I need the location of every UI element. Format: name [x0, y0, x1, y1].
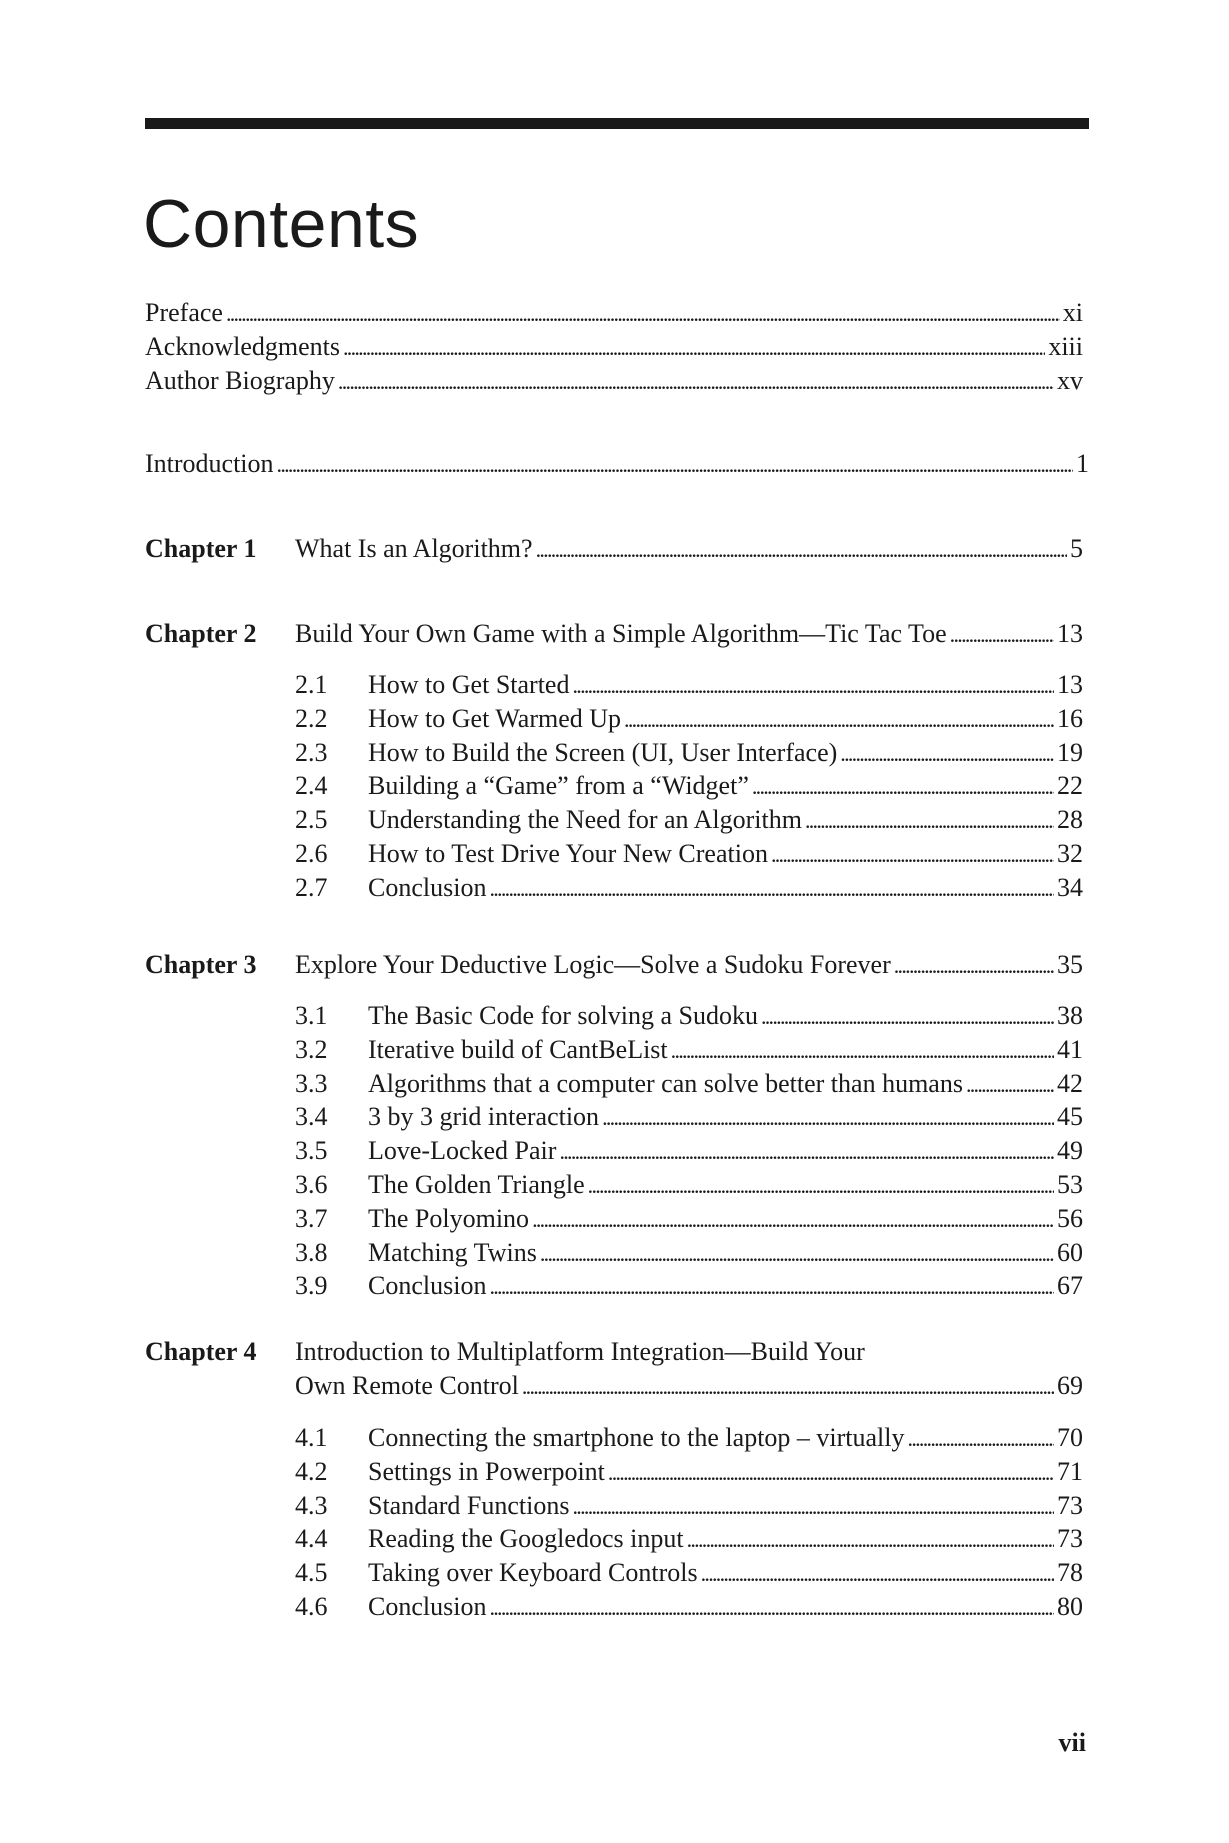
section-number: 2.7: [295, 873, 328, 902]
section-number: 3.1: [295, 1001, 328, 1030]
entry-title: Own Remote Control: [295, 1371, 519, 1400]
entry-title: Reading the Googledocs input: [368, 1524, 684, 1553]
dot-leader: [572, 668, 1054, 703]
entry-page-number: 38: [1057, 1001, 1083, 1030]
chapter-label: Chapter 4: [145, 1337, 257, 1366]
dot-leader: [489, 1269, 1054, 1304]
section-number: 3.7: [295, 1204, 328, 1233]
toc-entry-section[interactable]: [368, 1134, 1083, 1168]
chapter-title-line: Introduction to Multiplatform Integration—Build Your: [295, 1337, 865, 1366]
dot-leader: [950, 617, 1054, 652]
entry-page-number: 49: [1057, 1136, 1083, 1165]
dot-leader: [671, 1033, 1054, 1068]
section-number: 3.8: [295, 1238, 328, 1267]
entry-page-number: 70: [1057, 1423, 1083, 1452]
dot-leader: [894, 948, 1054, 983]
entry-page-number: 1: [1076, 449, 1089, 478]
entry-page-number: 22: [1057, 771, 1083, 800]
toc-entry-chapter[interactable]: [295, 948, 1083, 982]
section-number: 2.3: [295, 738, 328, 767]
toc-entry-section[interactable]: [368, 871, 1083, 905]
dot-leader: [573, 1489, 1055, 1524]
dot-leader: [805, 803, 1054, 838]
section-number: 4.2: [295, 1457, 328, 1486]
section-number: 4.5: [295, 1558, 328, 1587]
entry-title: 3 by 3 grid interaction: [368, 1102, 600, 1131]
entry-page-number: 78: [1057, 1558, 1083, 1587]
dot-leader: [559, 1134, 1054, 1169]
entry-title: Matching Twins: [368, 1238, 537, 1267]
entry-title: How to Build the Screen (UI, User Interface): [368, 738, 838, 767]
dot-leader: [602, 1100, 1054, 1135]
toc-entry-section[interactable]: [368, 999, 1083, 1033]
toc-entry-section[interactable]: [368, 1455, 1083, 1489]
entry-page-number: 73: [1057, 1524, 1083, 1553]
entry-page-number: 5: [1070, 534, 1083, 563]
toc-entry-section[interactable]: [368, 1489, 1083, 1523]
entry-title: Settings in Powerpoint: [368, 1457, 605, 1486]
entry-title: How to Test Drive Your New Creation: [368, 839, 768, 868]
toc-entry-section[interactable]: [368, 1236, 1083, 1270]
entry-page-number: xv: [1057, 366, 1083, 395]
section-number: 3.9: [295, 1271, 328, 1300]
entry-page-number: 53: [1057, 1170, 1083, 1199]
entry-page-number: 13: [1057, 619, 1083, 648]
toc-entry-section[interactable]: [368, 1067, 1083, 1101]
toc-entry-section[interactable]: [368, 1202, 1083, 1236]
entry-title: How to Get Started: [368, 670, 570, 699]
section-number: 4.1: [295, 1423, 328, 1452]
section-number: 4.4: [295, 1524, 328, 1553]
entry-title: Acknowledgments: [145, 332, 340, 361]
entry-page-number: 28: [1057, 805, 1083, 834]
entry-page-number: 41: [1057, 1035, 1083, 1064]
entry-page-number: 71: [1057, 1457, 1083, 1486]
entry-title: Explore Your Deductive Logic—Solve a Sudoku Forever: [295, 950, 891, 979]
toc-entry-section[interactable]: [368, 736, 1083, 770]
dot-leader: [687, 1522, 1054, 1557]
toc-entry-chapter[interactable]: [295, 1369, 1083, 1403]
section-number: 2.1: [295, 670, 328, 699]
toc-entry-chapter[interactable]: [295, 617, 1083, 651]
entry-title: Standard Functions: [368, 1491, 570, 1520]
entry-page-number: 13: [1057, 670, 1083, 699]
entry-page-number: 80: [1057, 1592, 1083, 1621]
dot-leader: [536, 532, 1067, 567]
dot-leader: [761, 999, 1054, 1034]
dot-leader: [532, 1202, 1054, 1237]
entry-page-number: xiii: [1048, 332, 1083, 361]
entry-page-number: 60: [1057, 1238, 1083, 1267]
entry-title: Conclusion: [368, 1271, 487, 1300]
toc-entry-section[interactable]: [368, 668, 1083, 702]
toc-entry-section[interactable]: [368, 1590, 1083, 1624]
toc-entry-section[interactable]: [368, 702, 1083, 736]
entry-title: Love-Locked Pair: [368, 1136, 557, 1165]
toc-entry-front-matter[interactable]: [145, 364, 1083, 398]
dot-leader: [966, 1067, 1054, 1102]
toc-entry-front-matter[interactable]: [145, 296, 1083, 330]
dot-leader: [540, 1236, 1054, 1271]
toc-entry-section[interactable]: [368, 1033, 1083, 1067]
entry-page-number: 32: [1057, 839, 1083, 868]
dot-leader: [840, 736, 1054, 771]
section-number: 2.4: [295, 771, 328, 800]
toc-entry-section[interactable]: [368, 1269, 1083, 1303]
toc-entry-section[interactable]: [368, 1168, 1083, 1202]
entry-title: Preface: [145, 298, 223, 327]
entry-title: The Polyomino: [368, 1204, 530, 1233]
page-title: Contents: [143, 186, 420, 262]
dot-leader: [277, 447, 1073, 482]
toc-entry-section[interactable]: [368, 803, 1083, 837]
entry-page-number: 19: [1057, 738, 1083, 767]
section-number: 4.3: [295, 1491, 328, 1520]
entry-title: The Basic Code for solving a Sudoku: [368, 1001, 758, 1030]
entry-page-number: 69: [1057, 1371, 1083, 1400]
entry-page-number: xi: [1062, 298, 1083, 327]
section-number: 2.6: [295, 839, 328, 868]
toc-entry-section[interactable]: [368, 1421, 1083, 1455]
section-number: 3.6: [295, 1170, 328, 1199]
dot-leader: [343, 330, 1045, 365]
entry-title: What Is an Algorithm?: [295, 534, 533, 563]
entry-title: Conclusion: [368, 873, 487, 902]
toc-entry-section[interactable]: [368, 1556, 1083, 1590]
dot-leader: [338, 364, 1054, 399]
entry-page-number: 73: [1057, 1491, 1083, 1520]
entry-title: Connecting the smartphone to the laptop – virtually: [368, 1423, 905, 1452]
section-number: 3.4: [295, 1102, 328, 1131]
entry-title: The Golden Triangle: [368, 1170, 585, 1199]
dot-leader: [489, 1590, 1054, 1625]
dot-leader: [608, 1455, 1054, 1490]
dot-leader: [588, 1168, 1054, 1203]
entry-page-number: 35: [1057, 950, 1083, 979]
entry-title: Build Your Own Game with a Simple Algorithm—Tic Tac Toe: [295, 619, 947, 648]
entry-title: Iterative build of CantBeList: [368, 1035, 668, 1064]
section-number: 2.5: [295, 805, 328, 834]
section-number: 3.3: [295, 1069, 328, 1098]
toc-entry-section[interactable]: [368, 769, 1083, 803]
dot-leader: [226, 296, 1060, 331]
entry-page-number: 45: [1057, 1102, 1083, 1131]
entry-page-number: 16: [1057, 704, 1083, 733]
dot-leader: [908, 1421, 1054, 1456]
entry-title: Building a “Game” from a “Widget”: [368, 771, 749, 800]
toc-entry-chapter[interactable]: [295, 532, 1083, 566]
toc-entry-section[interactable]: [368, 837, 1083, 871]
entry-title: Taking over Keyboard Controls: [368, 1558, 698, 1587]
entry-title: Author Biography: [145, 366, 335, 395]
section-number: 3.5: [295, 1136, 328, 1165]
toc-entry-introduction[interactable]: [145, 447, 1089, 481]
entry-page-number: 56: [1057, 1204, 1083, 1233]
chapter-label: Chapter 2: [145, 619, 257, 648]
chapter-label: Chapter 3: [145, 950, 257, 979]
entry-title: Conclusion: [368, 1592, 487, 1621]
toc-entry-section[interactable]: [368, 1522, 1083, 1556]
dot-leader: [771, 837, 1054, 872]
dot-leader: [522, 1369, 1054, 1404]
entry-title: Algorithms that a computer can solve better than humans: [368, 1069, 963, 1098]
section-number: 3.2: [295, 1035, 328, 1064]
dot-leader: [752, 769, 1054, 804]
dot-leader: [489, 871, 1054, 906]
chapter-label: Chapter 1: [145, 534, 257, 563]
section-number: 4.6: [295, 1592, 328, 1621]
toc-entry-section[interactable]: [368, 1100, 1083, 1134]
entry-title: Understanding the Need for an Algorithm: [368, 805, 802, 834]
entry-title: Introduction: [145, 449, 274, 478]
entry-page-number: 42: [1057, 1069, 1083, 1098]
entry-page-number: 67: [1057, 1271, 1083, 1300]
entry-page-number: 34: [1057, 873, 1083, 902]
entry-title: How to Get Warmed Up: [368, 704, 622, 733]
toc-entry-front-matter[interactable]: [145, 330, 1083, 364]
section-number: 2.2: [295, 704, 328, 733]
dot-leader: [624, 702, 1054, 737]
dot-leader: [701, 1556, 1054, 1591]
page-folio: vii: [1058, 1728, 1086, 1757]
